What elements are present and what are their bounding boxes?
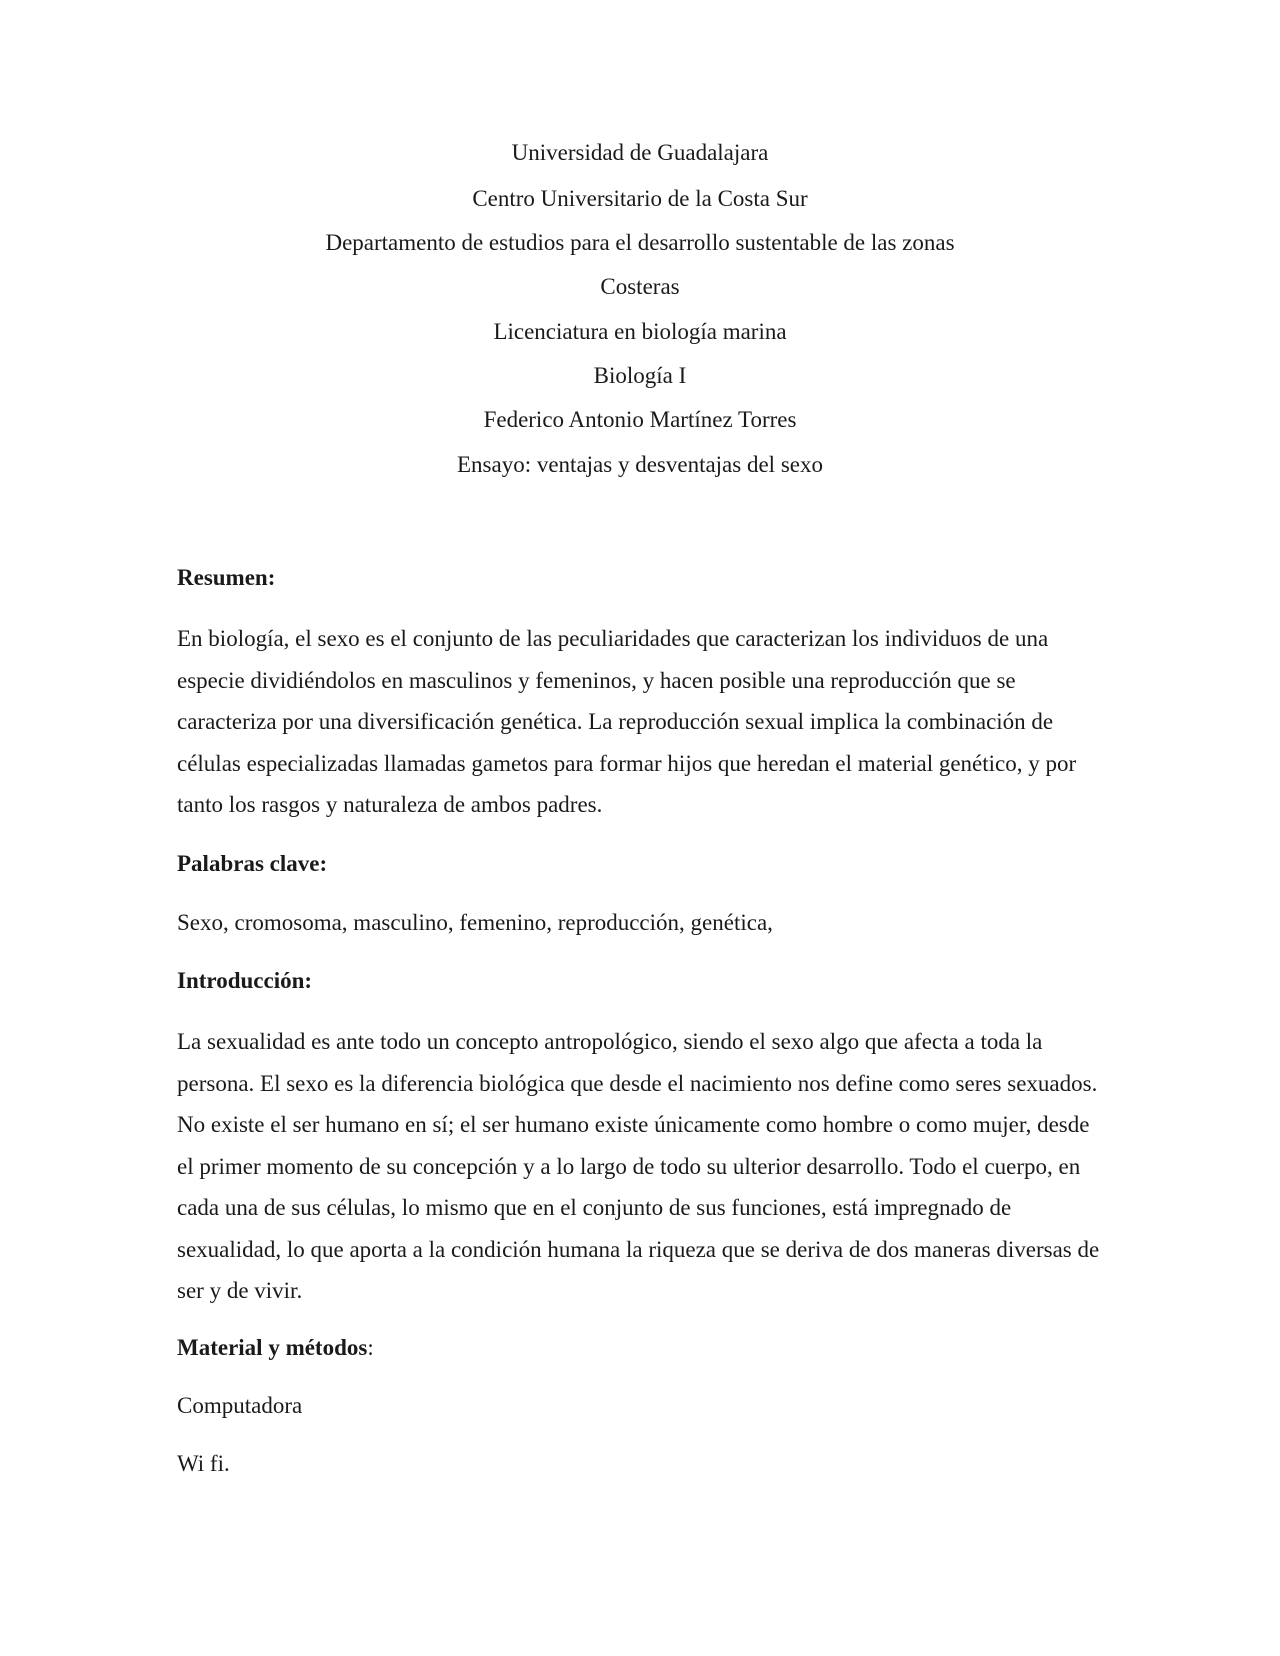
course-name: Biología I	[593, 363, 687, 388]
material-item: Computadora	[177, 1393, 303, 1418]
material-heading	[177, 1335, 374, 1361]
author-name: Federico Antonio Martínez Torres	[483, 407, 797, 432]
resumen-paragraph: En biología, el sexo es el conjunto de las peculiaridades que caracterizan los individuos de una especie dividiéndolos en masculinos y femeninos, y hacen posible una reproducción que se caracteriza por una diversificación genética. La reproducción sexual implica la combinación de células especializadas llamadas gametos para formar hijos que heredan el material genético, y por tanto los rasgos y naturaleza de ambos padres.	[177, 626, 1077, 817]
degree-name: Licenciatura en biología marina	[493, 319, 787, 344]
keywords-text: Sexo, cromosoma, masculino, femenino, reproducción, genética,	[177, 910, 773, 935]
material-heading-text: Material y métodos	[177, 1335, 368, 1360]
introduccion-heading: Introducción:	[177, 968, 313, 993]
essay-title: Ensayo: ventajas y desventajas del sexo	[457, 452, 823, 477]
university-name: Universidad de Guadalajara	[511, 140, 769, 165]
title-block	[0, 140, 1280, 496]
introduccion-paragraph: La sexualidad es ante todo un concepto antropológico, siendo el sexo algo que afecta a toda la persona. El sexo es la diferencia biológica que desde el nacimiento nos define como seres sexuados. No existe el ser humano en sí; el ser humano existe únicamente como hombre o como mujer, desde el primer momento de su concepción y a lo largo de todo su ulterior desarrollo. Todo el cuerpo, en cada una de sus células, lo mismo que en el conjunto de sus funciones, está impregnado de sexualidad, lo que aporta a la condición humana la riqueza que se deriva de dos maneras diversas de ser y de vivir.	[177, 1029, 1100, 1303]
keywords-heading: Palabras clave:	[177, 851, 328, 876]
department-name-continued: Costeras	[600, 274, 680, 299]
material-heading-colon: :	[367, 1335, 374, 1360]
department-name: Departamento de estudios para el desarrollo sustentable de las zonas	[325, 230, 955, 255]
center-name: Centro Universitario de la Costa Sur	[472, 186, 808, 211]
resumen-heading: Resumen:	[177, 565, 276, 590]
material-item: Wi fi.	[177, 1451, 230, 1476]
